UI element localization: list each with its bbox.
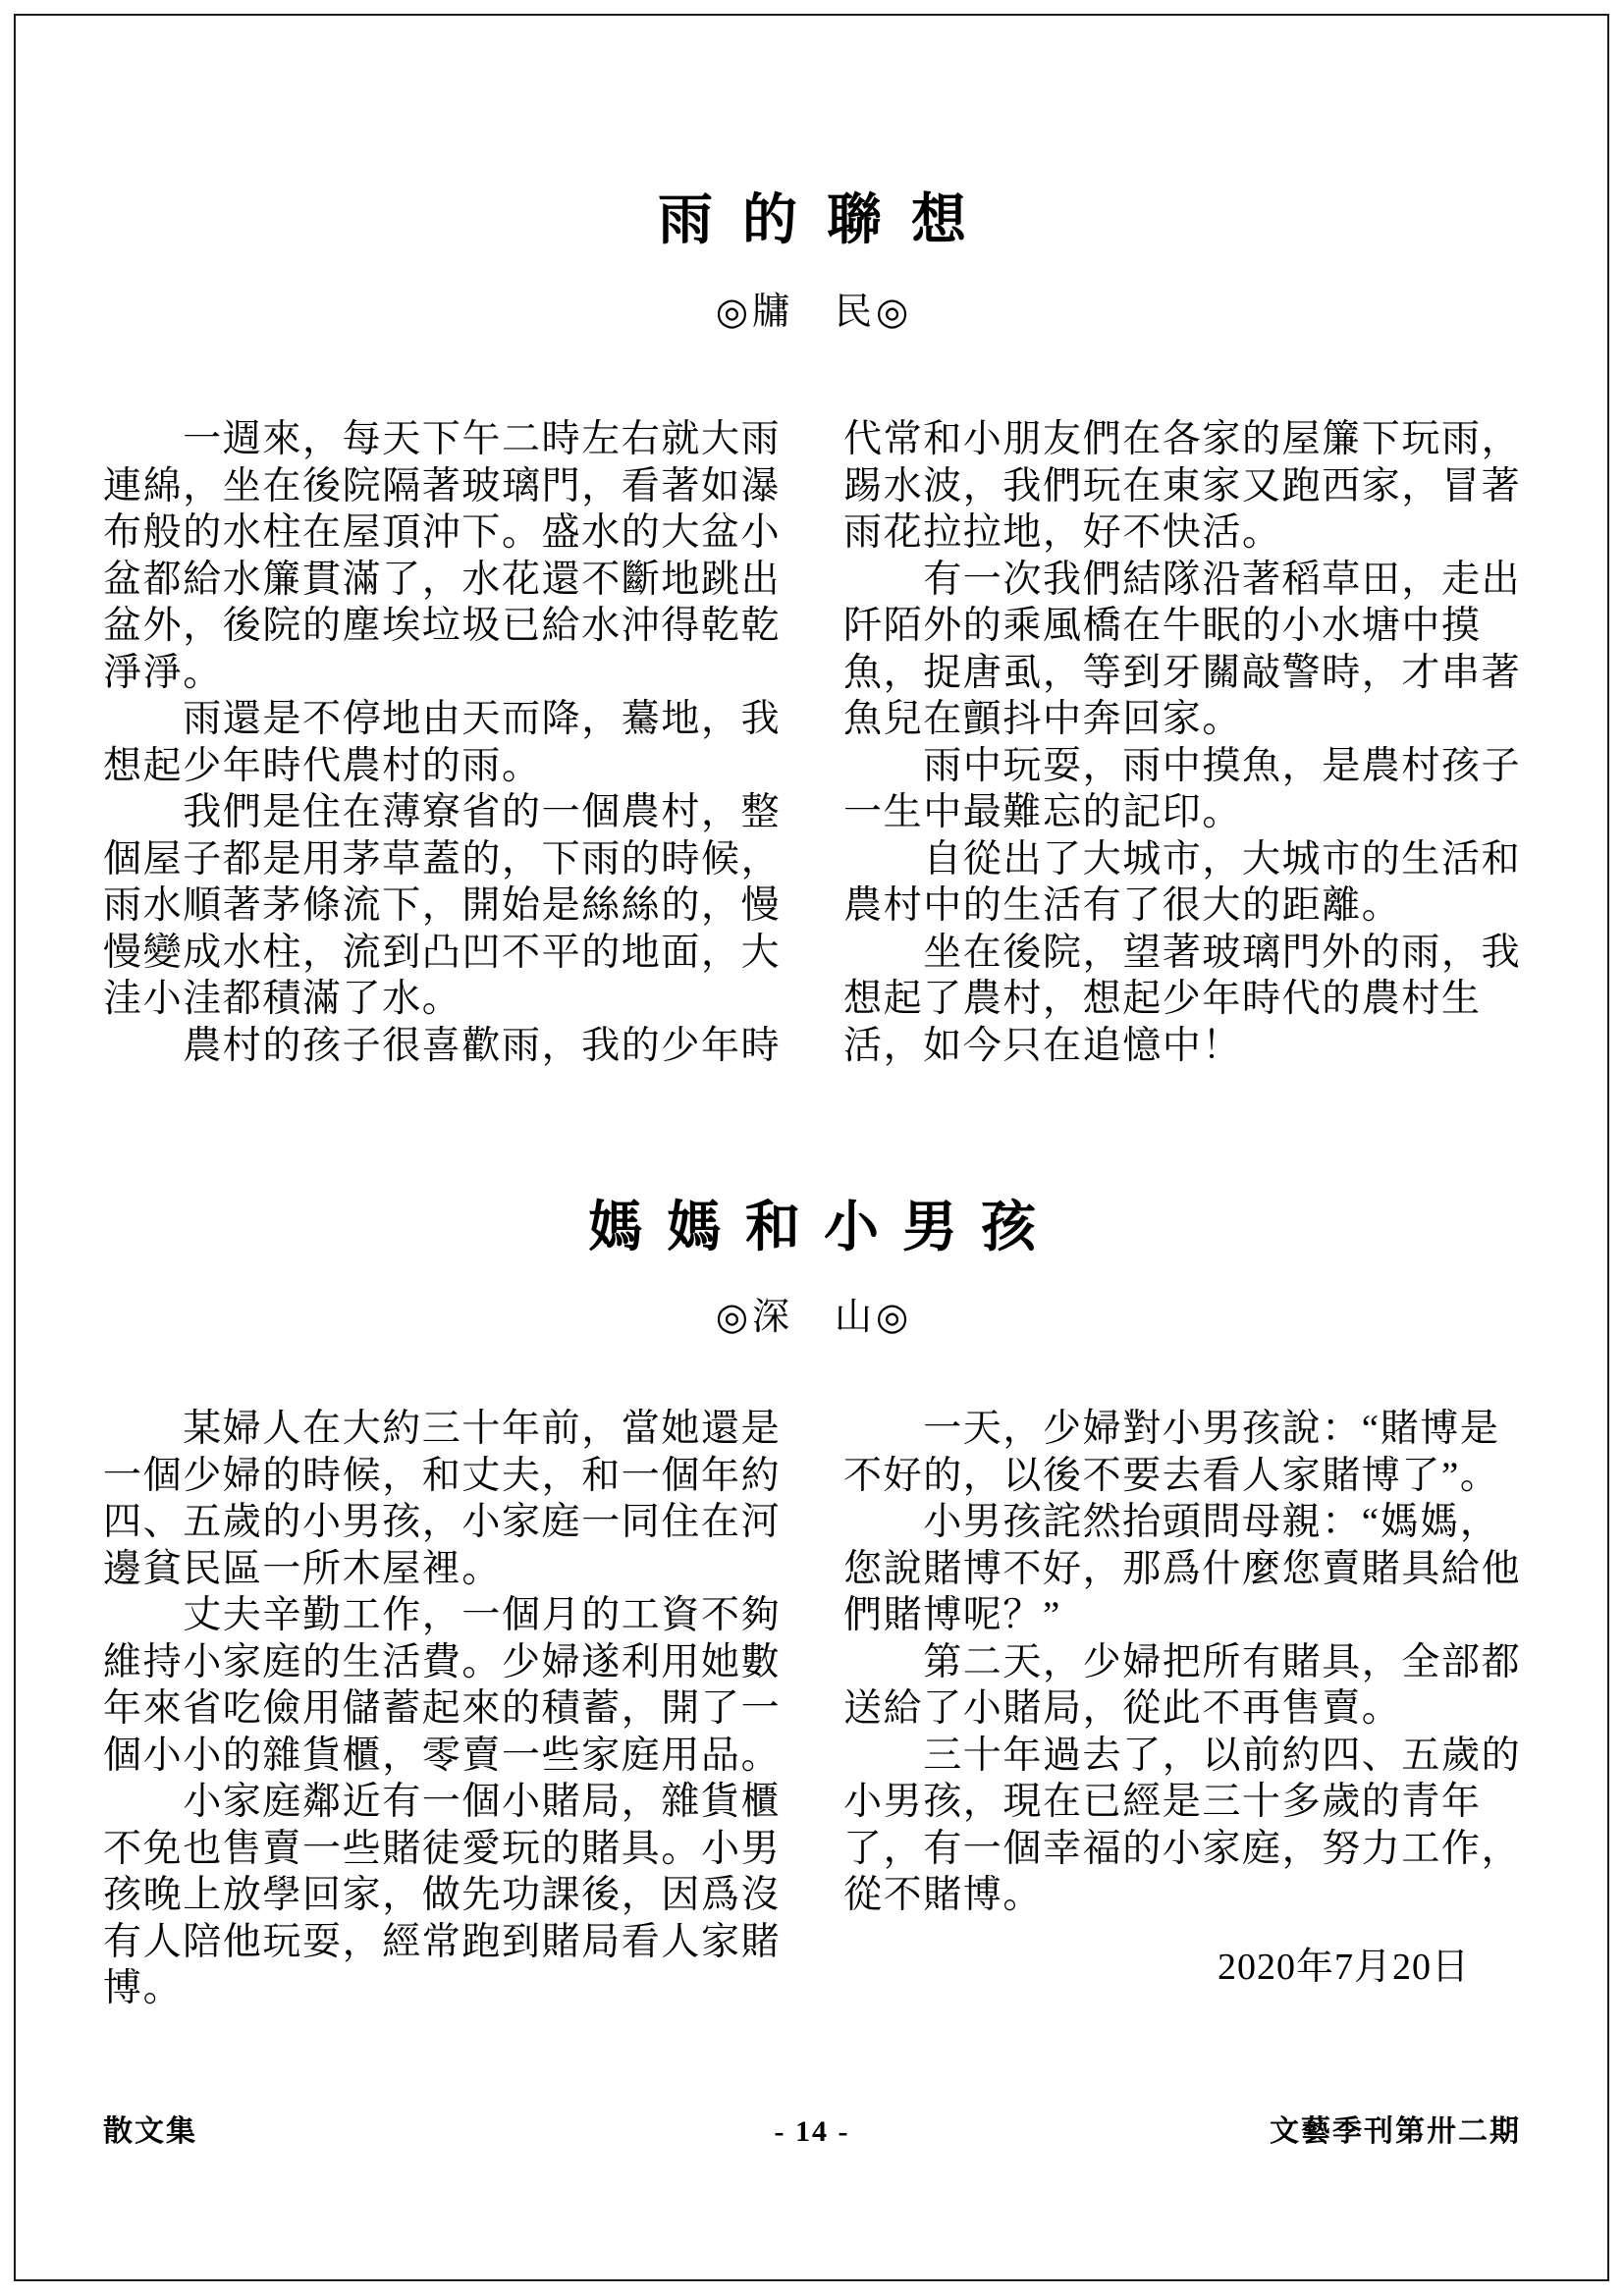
text-line: 邊貧民區一所木屋裡。 <box>103 1547 503 1590</box>
essay2-author-byline: ◎深 山◎ <box>715 1297 913 1338</box>
text-line: 一週來，每天下午二時左右就大雨 <box>103 418 782 460</box>
text-line: 個屋子都是用茅草蓋的，下雨的時候， <box>103 837 782 881</box>
essay1-title: 雨的聯想 <box>658 190 996 251</box>
text-line: 淨淨。 <box>103 651 223 694</box>
essay2-right-column <box>843 1406 1521 2012</box>
text-line: 小男孩詫然抬頭問母親：“媽媽， <box>843 1501 1500 1543</box>
text-line: 想起少年時代農村的雨。 <box>103 744 542 787</box>
text-line: 維持小家庭的生活費。少婦遂利用她數 <box>103 1640 782 1683</box>
essay2-date: 2020年7月20日 <box>1217 1946 1470 1988</box>
text-line: 踢水波，我們玩在東家又跑西家，冒著 <box>843 464 1522 507</box>
text-line: 阡陌外的乘風橋在牛眠的小水塘中摸 <box>843 605 1482 647</box>
essay2-title: 媽媽和小男孩 <box>588 1198 1059 1258</box>
text-line: 一天，少婦對小男孩說：“賭博是 <box>843 1408 1500 1450</box>
text-line: 某婦人在大約三十年前，當她還是 <box>103 1408 782 1450</box>
text-line: 孩晚上放學回家，做先功課後，因爲沒 <box>103 1874 782 1916</box>
text-line: 不免也售賣一些賭徒愛玩的賭具。小男 <box>103 1827 782 1870</box>
text-line: 農村中的生活有了很大的距離。 <box>843 884 1402 927</box>
text-line: 農村的孩子很喜歡雨，我的少年時 <box>103 1024 782 1067</box>
text-line: 四、五歲的小男孩，小家庭一同住在河 <box>103 1501 782 1543</box>
text-line: 從不賭博。 <box>843 1874 1044 1916</box>
text-line: 活，如今只在追憶中！ <box>843 1024 1243 1067</box>
text-line: 自從出了大城市，大城市的生活和 <box>843 837 1522 881</box>
text-line: 洼小洼都積滿了水。 <box>103 978 462 1020</box>
text-line: 不好的，以後不要去看人家賭博了”。 <box>843 1454 1500 1497</box>
text-line: 了，有一個幸福的小家庭，努力工作， <box>843 1827 1522 1870</box>
text-line: 布般的水柱在屋頂沖下。盛水的大盆小 <box>103 511 782 554</box>
essay1-body <box>103 416 1521 1069</box>
text-line: 第二天，少婦把所有賭具，全部都 <box>843 1640 1522 1683</box>
essay1-left-column <box>103 416 781 1069</box>
text-line: 一生中最難忘的記印。 <box>843 791 1243 833</box>
text-line: 雨還是不停地由天而降，驀地，我 <box>103 698 782 740</box>
text-line: 小男孩，現在已經是三十多歲的青年 <box>843 1781 1482 1823</box>
text-line: 盆外，後院的塵埃垃圾已給水沖得乾乾 <box>103 605 782 647</box>
text-line: 小家庭鄰近有一個小賭局，雜貨櫃 <box>103 1781 782 1823</box>
text-line: 想起了農村，想起少年時代的農村生 <box>843 978 1482 1020</box>
text-line: 您說賭博不好，那爲什麼您賣賭具給他 <box>843 1547 1522 1590</box>
text-line: 盆都給水簾貫滿了，水花還不斷地跳出 <box>103 558 782 601</box>
text-line: 連綿，坐在後院隔著玻璃門，看著如瀑 <box>103 464 782 507</box>
text-line: 年來省吃儉用儲蓄起來的積蓄，開了一 <box>103 1687 782 1730</box>
text-line: 慢變成水柱，流到凸凹不平的地面，大 <box>103 931 782 974</box>
text-line: 一個少婦的時候，和丈夫，和一個年約 <box>103 1454 782 1497</box>
text-line: 三十年過去了，以前約四、五歲的 <box>843 1734 1522 1777</box>
text-line: 有一次我們結隊沿著稻草田，走出 <box>843 558 1522 601</box>
text-line: 丈夫辛勤工作，一個月的工資不夠 <box>103 1594 782 1636</box>
footer-journal-issue: 文藝季刊第卅二期 <box>1269 2115 1521 2148</box>
footer-collection-title: 散文集 <box>103 2115 197 2148</box>
essay2-left-column <box>103 1406 781 2012</box>
text-line: 博。 <box>103 1967 184 2009</box>
essay1-right-column <box>843 416 1521 1069</box>
page-footer <box>103 2107 1521 2150</box>
text-line: 送給了小賭局，從此不再售賣。 <box>843 1687 1402 1730</box>
text-line: 有人陪他玩耍，經常跑到賭局看人家賭 <box>103 1920 782 1963</box>
text-line: 我們是住在薄寮省的一個農村，整 <box>103 791 782 833</box>
text-line: 魚兒在顫抖中奔回家。 <box>843 698 1243 740</box>
text-line: 雨中玩耍，雨中摸魚，是農村孩子 <box>843 744 1522 787</box>
text-line: 們賭博呢？” <box>843 1594 1061 1636</box>
essay2-body <box>103 1406 1521 2012</box>
text-line: 坐在後院，望著玻璃門外的雨，我 <box>843 931 1522 974</box>
text-line: 個小小的雜貨櫃，零賣一些家庭用品。 <box>103 1734 782 1777</box>
essay1-author-byline: ◎牗 民◎ <box>715 292 913 333</box>
footer-page-number: - 14 - <box>774 2115 850 2148</box>
text-line: 魚，捉唐虱，等到牙關敲警時，才串著 <box>843 651 1522 694</box>
text-line: 代常和小朋友們在各家的屋簾下玩雨， <box>843 418 1522 460</box>
text-line: 雨水順著茅條流下，開始是絲絲的，慢 <box>103 884 782 927</box>
text-line: 雨花拉拉地，好不快活。 <box>843 511 1282 554</box>
